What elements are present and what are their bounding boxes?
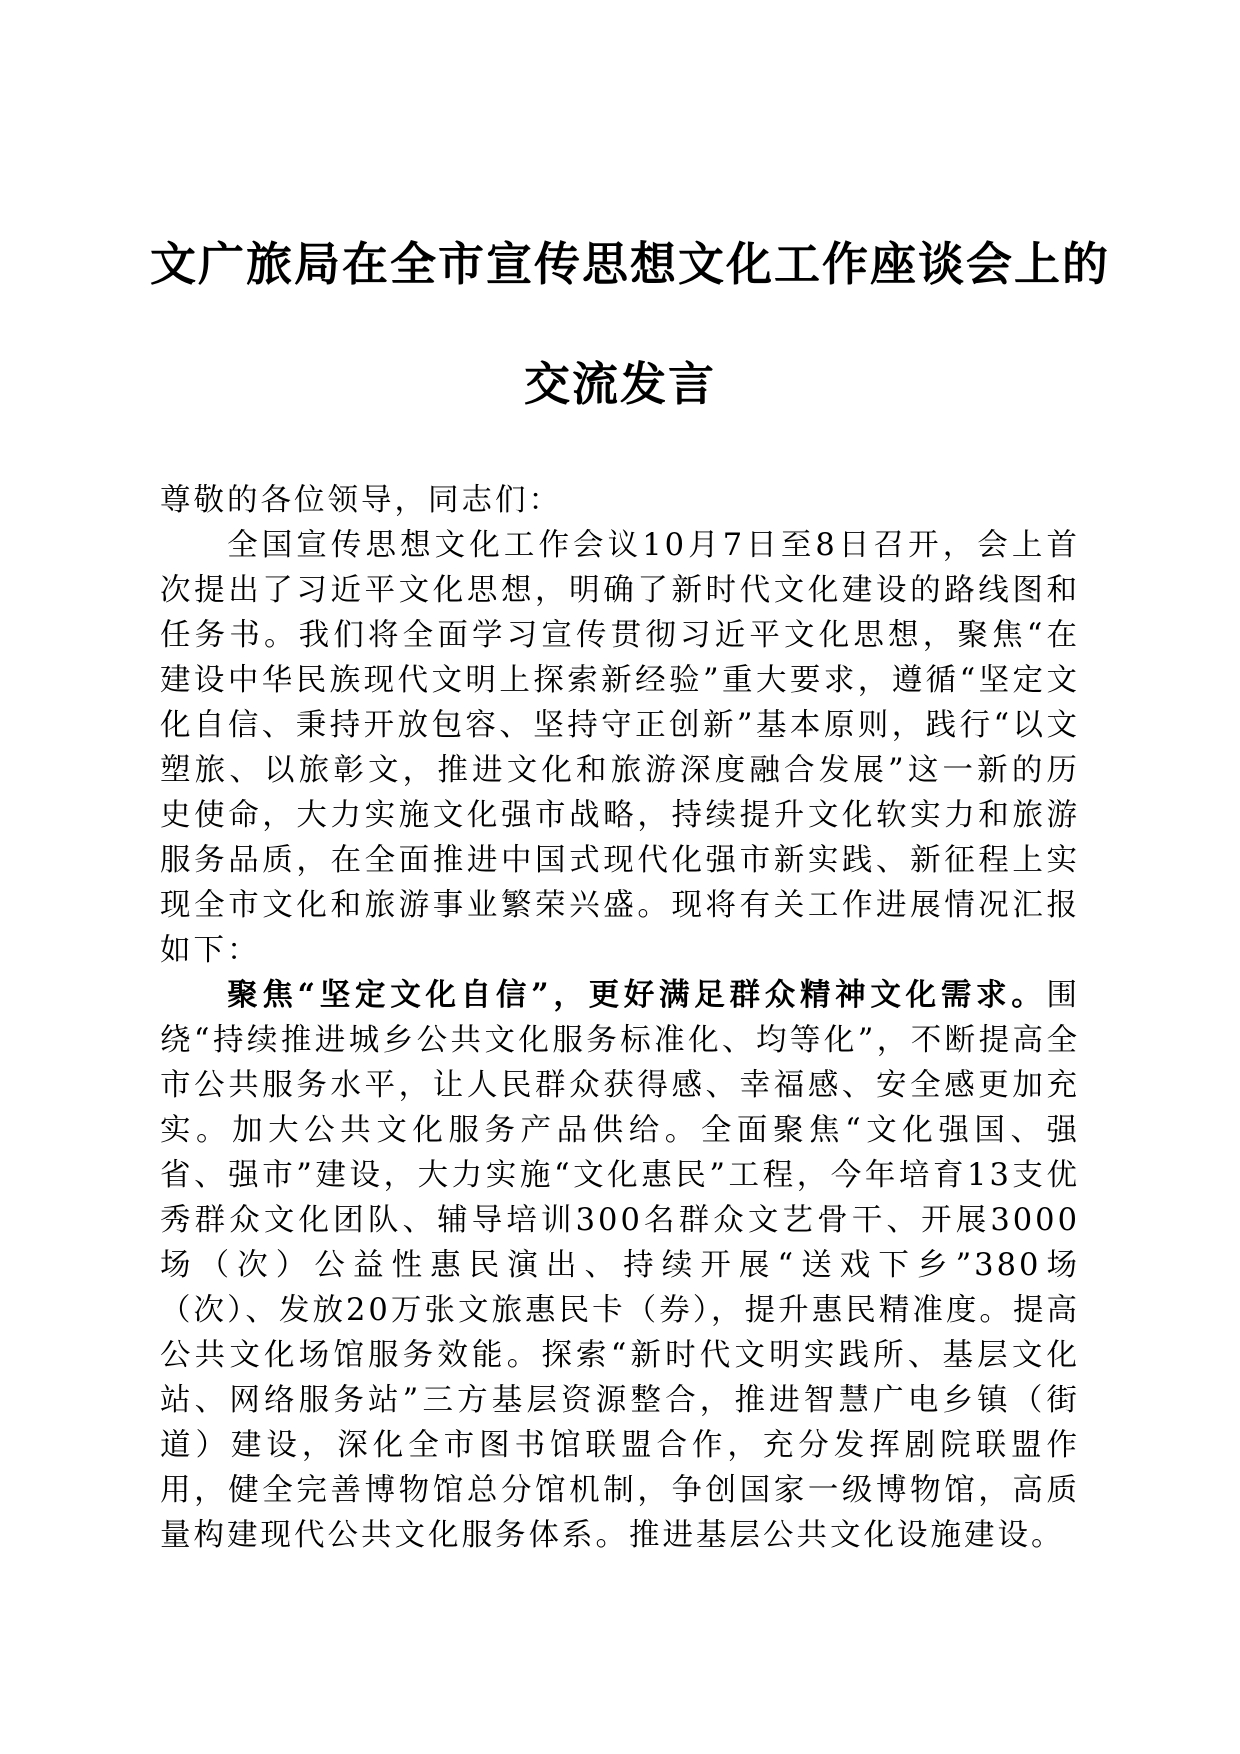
document-title-line-2: 交流发言: [524, 357, 716, 411]
paragraph-text: 围绕“持续推进城乡公共文化服务标准化、均等化”，不断提高全市公共服务水平，让人民群众获得感、幸福感、安全感更加充实。加大公共文化服务产品供给。全面聚焦“文化强国、强省、强市”建设，大力实施“文化惠民”工程，今年培育13支优秀群众文化团队、辅导培训300名群众文艺骨干、开展3000场（次）公益性惠民演出、持续开展“送戏下乡”380场（次）、发放20万张文旅惠民卡（券），提升惠民精准度。提高公共文化场馆服务效能。探索“新时代文明实践所、基层文化站、网络服务站”三方基层资源整合，推进智慧广电乡镇（街道）建设，深化全市图书馆联盟合作，充分发挥剧院联盟作用，健全完善博物馆总分馆机制，争创国家一级博物馆，高质量构建现代公共文化服务体系。推进基层公共文化设施建设。: [160, 978, 1080, 1553]
document-title-line-1: 文广旅局在全市宣传思想文化工作座谈会上的: [150, 237, 1110, 291]
salutation: 尊敬的各位领导，同志们：: [160, 483, 562, 518]
document-body: [160, 478, 1080, 1558]
paragraph-intro: 全国宣传思想文化工作会议10月7日至8日召开，会上首次提出了习近平文化思想，明确了新时代文化建设的路线图和任务书。我们将全面学习宣传贯彻习近平文化思想，聚焦“在建设中华民族现代文明上探索新经验”重大要求，遵循“坚定文化自信、秉持开放包容、坚持守正创新”基本原则，践行“以文塑旅、以旅彰文，推进文化和旅游深度融合发展”这一新的历史使命，大力实施文化强市战略，持续提升文化软实力和旅游服务品质，在全面推进中国式现代化强市新实践、新征程上实现全市文化和旅游事业繁荣兴盛。现将有关工作进展情况汇报如下：: [160, 528, 1080, 968]
paragraph-heading: 聚焦“坚定文化自信”，更好满足群众精神文化需求。: [227, 977, 1047, 1013]
paragraph-cultural-confidence: [160, 973, 1080, 1558]
